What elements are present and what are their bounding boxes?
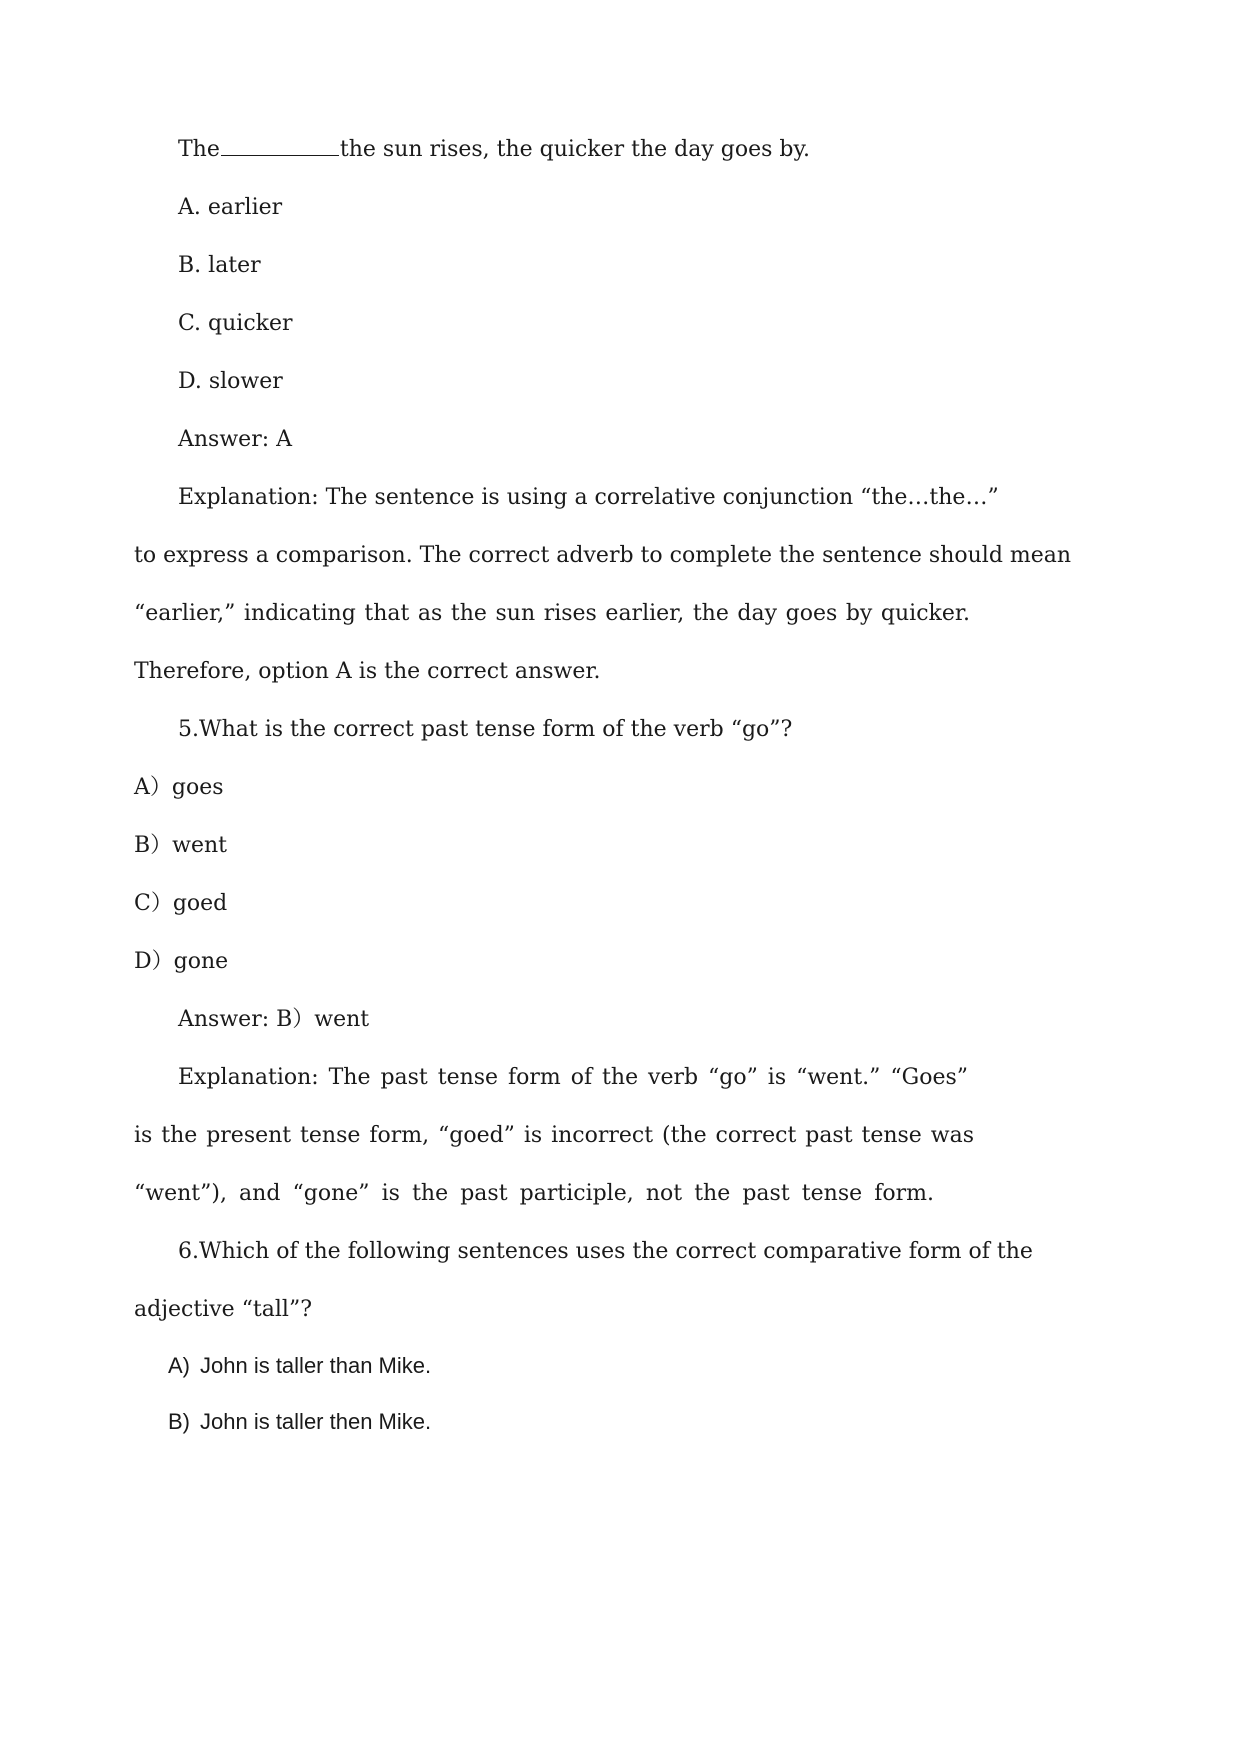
- option-d: D）gone: [134, 949, 229, 974]
- answer-line: Answer: B）went: [178, 1007, 370, 1032]
- explanation-line: Therefore, option A is the correct answer.: [134, 659, 601, 684]
- stem-start: The: [178, 137, 220, 162]
- option-a: [168, 1351, 431, 1381]
- option-d: D. slower: [178, 369, 283, 394]
- option-c: C. quicker: [178, 311, 293, 336]
- option-b: [168, 1407, 431, 1437]
- stem-end: the sun rises, the quicker the day goes by.: [339, 137, 811, 162]
- option-a: A）goes: [134, 775, 224, 800]
- explanation-line: “went”), and “gone” is the past participle, not the past tense form.: [134, 1181, 934, 1206]
- option-text: John is taller than Mike.: [200, 1353, 432, 1378]
- explanation-line: to express a comparison. The correct adverb to complete the sentence should mean: [134, 543, 1072, 568]
- explanation-line: is the present tense form, “goed” is incorrect (the correct past tense was: [134, 1123, 974, 1148]
- answer-line: Answer: A: [178, 427, 293, 452]
- option-c: C）goed: [134, 891, 228, 916]
- option-a: A. earlier: [178, 195, 283, 220]
- question-stem: 5.What is the correct past tense form of the verb “go”?: [178, 717, 793, 742]
- question-stem: 6.Which of the following sentences uses the correct comparative form of the: [178, 1239, 1033, 1264]
- option-b: B. later: [178, 253, 261, 278]
- answer-blank: [221, 135, 339, 156]
- explanation-line: Explanation: The past tense form of the verb “go” is “went.” “Goes”: [178, 1065, 968, 1090]
- option-b: B）went: [134, 833, 228, 858]
- explanation-line: Explanation: The sentence is using a correlative conjunction “the…the…”: [178, 485, 999, 510]
- option-letter: B): [168, 1409, 190, 1434]
- option-text: John is taller then Mike.: [200, 1409, 432, 1434]
- option-letter: A): [168, 1353, 190, 1378]
- question-stem: [178, 135, 810, 165]
- explanation-line: “earlier,” indicating that as the sun rises earlier, the day goes by quicker.: [134, 601, 970, 626]
- question-stem: adjective “tall”?: [134, 1297, 312, 1322]
